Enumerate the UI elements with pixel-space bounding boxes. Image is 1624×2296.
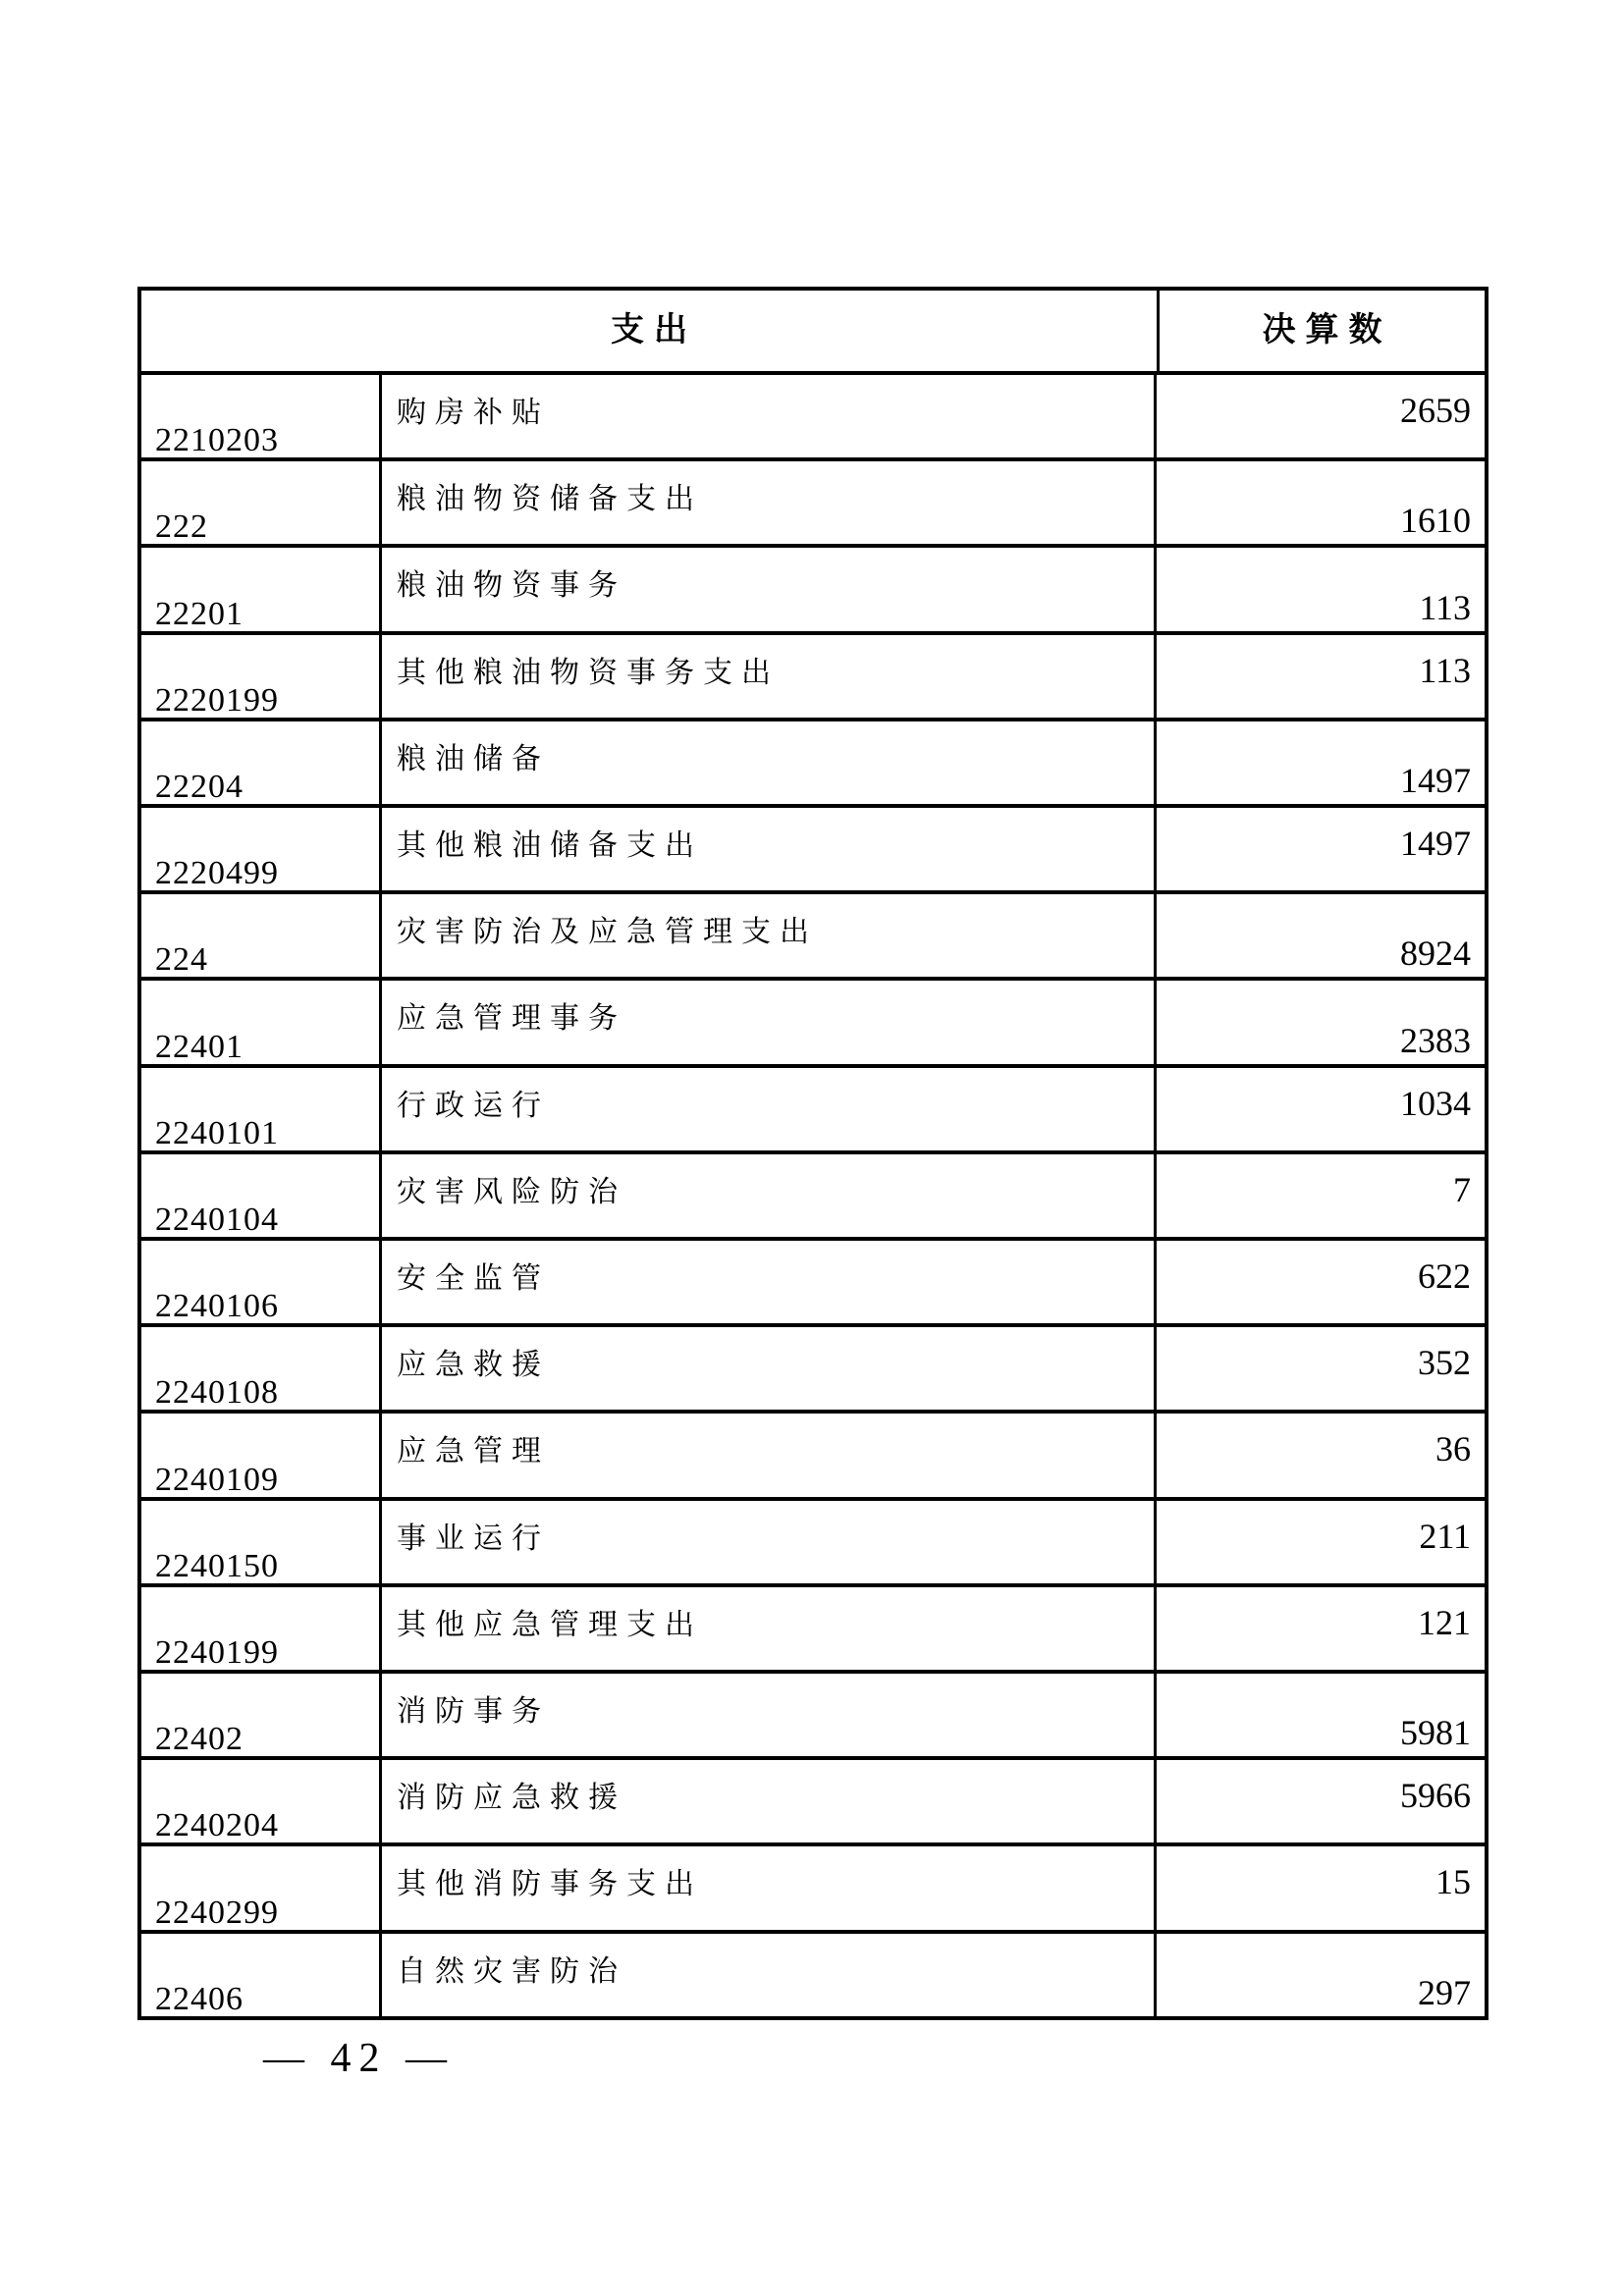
row-value-cell [1157, 548, 1485, 630]
row-name: 应急管理事务 [397, 1002, 626, 1036]
final-amount-header-label: 决算数 [1262, 312, 1392, 348]
row-name-cell [382, 808, 1157, 890]
row-code-cell [141, 1846, 382, 1929]
expenditure-header-cell [141, 291, 1160, 371]
row-name-cell [382, 1846, 1157, 1929]
table-row [141, 808, 1485, 894]
row-code: 2240109 [155, 1461, 279, 1498]
row-code-cell [141, 894, 382, 977]
row-value: 1610 [1400, 501, 1471, 541]
row-value: 5966 [1400, 1776, 1471, 1816]
row-name-cell [382, 894, 1157, 977]
row-name-cell [382, 635, 1157, 718]
row-code-cell [141, 548, 382, 630]
row-name: 安全监管 [397, 1262, 550, 1296]
row-code: 22406 [155, 1980, 244, 2017]
row-name: 其他应急管理支出 [397, 1608, 703, 1641]
row-code-cell [141, 375, 382, 457]
row-code-cell [141, 721, 382, 804]
table-row [141, 1068, 1485, 1154]
table-row [141, 721, 1485, 808]
row-name-cell [382, 1934, 1157, 2016]
table-row [141, 635, 1485, 721]
row-name: 灾害防治及应急管理支出 [397, 916, 818, 949]
row-name-cell [382, 1154, 1157, 1237]
row-value-cell [1157, 1587, 1485, 1670]
row-code: 2240204 [155, 1807, 279, 1844]
row-code: 2220199 [155, 681, 279, 719]
row-code: 2240108 [155, 1374, 279, 1412]
row-name-cell [382, 1241, 1157, 1323]
table-header-row [141, 291, 1485, 375]
row-code-cell [141, 1414, 382, 1496]
final-amount-header-cell [1160, 291, 1485, 371]
row-value-cell [1157, 1414, 1485, 1496]
table-row [141, 894, 1485, 981]
row-name-cell [382, 1760, 1157, 1842]
row-value-cell [1157, 1934, 1485, 2016]
row-name-cell [382, 1501, 1157, 1583]
row-code: 2240299 [155, 1894, 279, 1931]
table-row [141, 981, 1485, 1067]
table-row [141, 461, 1485, 548]
table-row [141, 1934, 1485, 2016]
row-code-cell [141, 635, 382, 718]
row-code-cell [141, 1501, 382, 1583]
row-name-cell [382, 548, 1157, 630]
row-code: 2240150 [155, 1547, 279, 1584]
row-name: 购房补贴 [397, 397, 550, 429]
row-value-cell [1157, 1501, 1485, 1583]
row-name-cell [382, 461, 1157, 544]
row-code: 2240106 [155, 1288, 279, 1325]
page-number: — 42 — [263, 2036, 455, 2081]
row-value-cell [1157, 808, 1485, 890]
expenditure-header-label: 支出 [611, 312, 697, 348]
row-value: 2659 [1400, 391, 1471, 430]
row-name: 粮油物资储备支出 [397, 483, 703, 516]
row-name: 其他粮油储备支出 [397, 829, 703, 863]
row-value: 113 [1419, 650, 1471, 690]
row-code-cell [141, 1674, 382, 1756]
table-row [141, 1846, 1485, 1933]
row-code: 2240199 [155, 1634, 279, 1672]
row-name-cell [382, 1674, 1157, 1756]
row-name-cell [382, 375, 1157, 457]
row-name-cell [382, 1068, 1157, 1150]
row-value-cell [1157, 721, 1485, 804]
row-name-cell [382, 981, 1157, 1063]
row-name: 事业运行 [397, 1522, 550, 1555]
row-value: 1497 [1400, 761, 1471, 801]
row-name: 其他粮油物资事务支出 [397, 656, 780, 689]
row-code-cell [141, 1154, 382, 1237]
row-code-cell [141, 1934, 382, 2016]
row-name-cell [382, 721, 1157, 804]
row-value: 2383 [1400, 1020, 1471, 1060]
row-name: 消防事务 [397, 1695, 550, 1729]
row-name: 粮油储备 [397, 742, 550, 775]
row-value: 1497 [1400, 824, 1471, 864]
row-code-cell [141, 808, 382, 890]
row-value: 297 [1418, 1972, 1471, 2012]
row-code-cell [141, 461, 382, 544]
row-code: 224 [155, 941, 208, 979]
row-value: 121 [1418, 1602, 1471, 1642]
row-code: 22402 [155, 1721, 244, 1758]
row-code-cell [141, 1327, 382, 1410]
row-code: 2210203 [155, 422, 279, 459]
row-name: 消防应急救援 [397, 1782, 626, 1815]
row-value: 113 [1419, 587, 1471, 627]
row-value-cell [1157, 1760, 1485, 1842]
row-code: 22201 [155, 595, 244, 632]
row-value-cell [1157, 1674, 1485, 1756]
row-name: 灾害风险防治 [397, 1175, 626, 1208]
row-value-cell [1157, 1241, 1485, 1323]
row-value-cell [1157, 375, 1485, 457]
row-value: 352 [1418, 1343, 1471, 1383]
table-body [141, 375, 1485, 2016]
table-row [141, 548, 1485, 634]
table-row [141, 1241, 1485, 1327]
row-value-cell [1157, 635, 1485, 718]
row-name-cell [382, 1414, 1157, 1496]
row-name: 应急管理 [397, 1435, 550, 1468]
row-value: 8924 [1400, 934, 1471, 974]
row-name-cell [382, 1327, 1157, 1410]
row-name: 行政运行 [397, 1089, 550, 1122]
row-code: 2220499 [155, 855, 279, 892]
row-code-cell [141, 1068, 382, 1150]
table-row [141, 1154, 1485, 1241]
row-name: 自然灾害防治 [397, 1954, 626, 1988]
table-row [141, 375, 1485, 461]
row-code-cell [141, 1587, 382, 1670]
row-value-cell [1157, 1846, 1485, 1929]
row-value: 5981 [1400, 1713, 1471, 1753]
row-value: 15 [1435, 1862, 1471, 1902]
row-value-cell [1157, 981, 1485, 1063]
row-name: 粮油物资事务 [397, 569, 626, 603]
row-value-cell [1157, 1327, 1485, 1410]
row-code: 2240101 [155, 1114, 279, 1151]
row-name: 其他消防事务支出 [397, 1868, 703, 1901]
row-value: 211 [1419, 1516, 1471, 1556]
row-code: 22401 [155, 1028, 244, 1065]
table-row [141, 1414, 1485, 1500]
row-value-cell [1157, 894, 1485, 977]
row-name-cell [382, 1587, 1157, 1670]
row-code-cell [141, 981, 382, 1063]
table-row [141, 1587, 1485, 1674]
expenditure-table [137, 287, 1489, 2020]
row-value-cell [1157, 1154, 1485, 1237]
row-value: 36 [1435, 1429, 1471, 1469]
row-code: 222 [155, 508, 208, 546]
row-value-cell [1157, 461, 1485, 544]
row-value: 7 [1453, 1169, 1471, 1209]
table-row [141, 1760, 1485, 1846]
table-row [141, 1501, 1485, 1587]
row-code: 22204 [155, 769, 244, 806]
row-code-cell [141, 1241, 382, 1323]
table-row [141, 1674, 1485, 1760]
table-row [141, 1327, 1485, 1414]
row-code: 2240104 [155, 1201, 279, 1239]
row-code-cell [141, 1760, 382, 1842]
row-name: 应急救援 [397, 1349, 550, 1382]
row-value-cell [1157, 1068, 1485, 1150]
row-value: 1034 [1400, 1083, 1471, 1123]
row-value: 622 [1418, 1256, 1471, 1297]
